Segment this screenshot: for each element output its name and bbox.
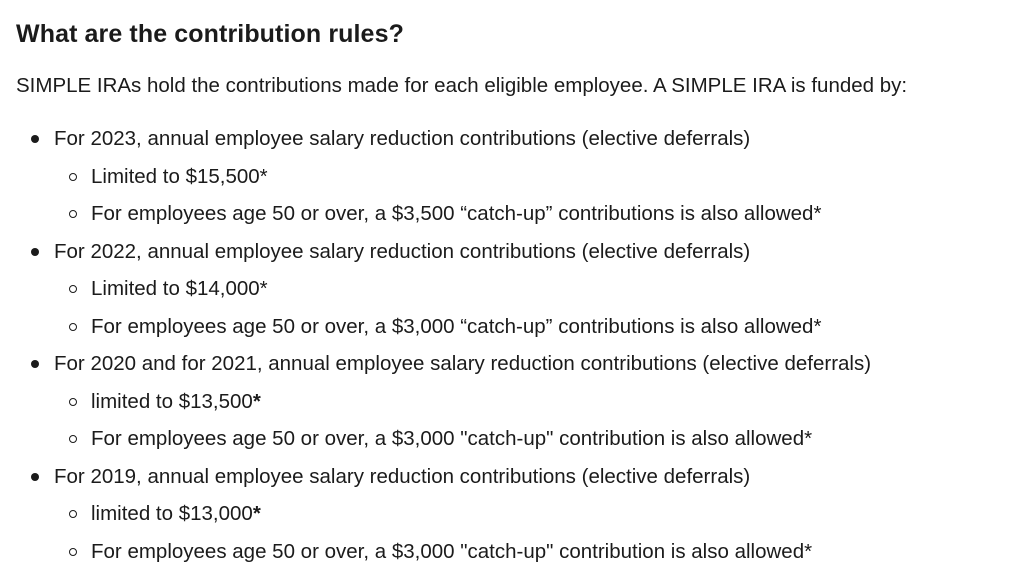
list-item-text: For 2022, annual employee salary reduction contributions (elective deferrals) (54, 239, 751, 263)
bullet-circle-icon (69, 435, 77, 443)
sub-list-item-text: Limited to $15,500* (91, 164, 268, 188)
sub-list-item-text: For employees age 50 or over, a $3,500 “catch-up” contributions is also allowed* (91, 202, 822, 225)
sub-list-item (54, 158, 1024, 196)
section-heading: What are the contribution rules? (16, 20, 404, 48)
sub-list-item-text: Limited to $14,000* (91, 277, 268, 300)
bullet-circle-icon (69, 323, 77, 331)
bullet-circle-icon (69, 210, 77, 218)
footnote-asterisk: * (252, 389, 261, 413)
sub-list-item (54, 383, 1024, 421)
bullet-circle-icon (69, 548, 77, 556)
list-item-2022 (16, 233, 1024, 346)
bullet-disc-icon (31, 135, 39, 143)
sub-list (54, 270, 1024, 345)
sub-list-item-text: For employees age 50 or over, a $3,000 "catch-up" contribution is also allowed* (91, 427, 813, 450)
bullet-disc-icon (31, 360, 39, 368)
sub-list-item (54, 308, 1024, 346)
list-item-text: For 2023, annual employee salary reduction contributions (elective deferrals) (54, 127, 751, 150)
list-item-2019 (16, 458, 1024, 571)
sub-list-item-text: For employees age 50 or over, a $3,000 "catch-up" contribution is also allowed* (91, 539, 813, 563)
bullet-circle-icon (69, 285, 77, 293)
contribution-rules-list (16, 120, 1024, 570)
sub-list (54, 383, 1024, 458)
sub-list-item-text: For employees age 50 or over, a $3,000 “catch-up” contributions is also allowed* (91, 314, 822, 338)
bullet-circle-icon (69, 510, 77, 518)
footnote-asterisk: * (252, 502, 261, 525)
sub-list-item (54, 195, 1024, 233)
sub-list-item-text: limited to $13,500 (91, 389, 253, 413)
sub-list (54, 158, 1024, 233)
bullet-circle-icon (69, 173, 77, 181)
sub-list-item (54, 533, 1024, 571)
list-item-text: For 2019, annual employee salary reduction contributions (elective deferrals) (54, 464, 751, 488)
intro-paragraph: SIMPLE IRAs hold the contributions made for each eligible employee. A SIMPLE IRA is funded by: (16, 74, 908, 97)
list-item-2023 (16, 120, 1024, 233)
sub-list-item (54, 495, 1024, 533)
sub-list (54, 495, 1024, 570)
list-item-text: For 2020 and for 2021, annual employee salary reduction contributions (elective deferrals) (54, 352, 872, 375)
sub-list-item-text: limited to $13,000 (91, 502, 253, 525)
sub-list-item (54, 270, 1024, 308)
sub-list-item (54, 420, 1024, 458)
list-item-2020-2021 (16, 345, 1024, 458)
content-section (16, 14, 1024, 586)
bullet-disc-icon (31, 473, 39, 481)
bullet-circle-icon (69, 398, 77, 406)
bullet-disc-icon (31, 248, 39, 256)
